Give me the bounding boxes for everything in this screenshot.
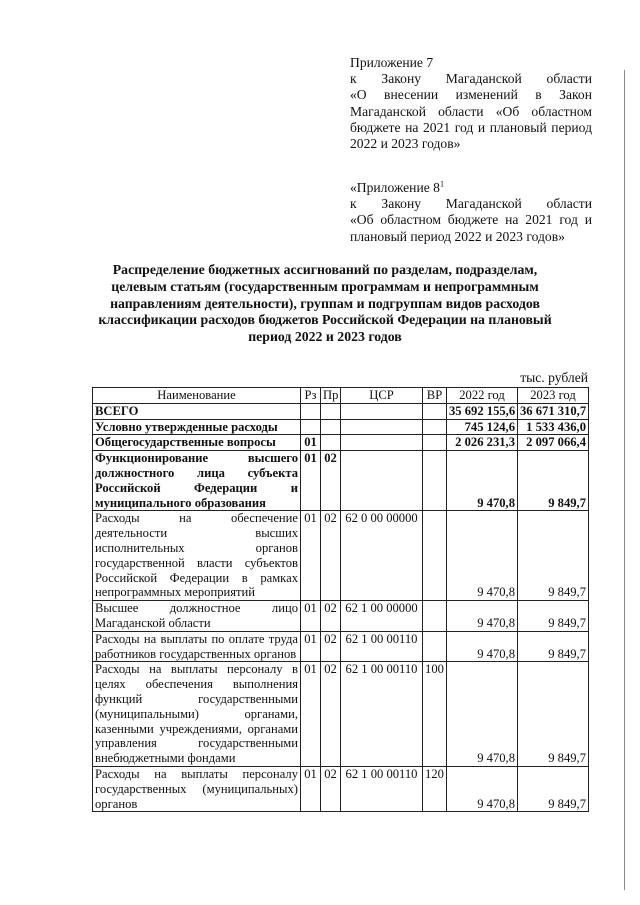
row-2022: 9 470,8 xyxy=(447,451,518,511)
row-2023: 36 671 310,7 xyxy=(518,403,589,419)
table-row xyxy=(93,419,589,435)
row-pr: 02 xyxy=(321,601,341,632)
row-csr: 62 0 00 00000 xyxy=(341,511,423,601)
table-row xyxy=(93,662,589,767)
row-name: Расходы на выплаты персоналу государственных (муниципальных) органов xyxy=(93,766,301,811)
document-title: Распределение бюджетных ассигнований по разделам, подразделам, целевым статьям (государственным программам и непрограммным направлениям деятельности), группам и подгруппам видов расходов классификации расходов бюджетов Российской Федерации на плановый период 2022 и 2023 годов xyxy=(98,262,552,345)
table-row xyxy=(93,631,589,662)
header-pr: Пр xyxy=(321,388,341,404)
row-2022: 9 470,8 xyxy=(447,631,518,662)
row-vr xyxy=(423,601,447,632)
row-2023: 9 849,7 xyxy=(518,451,589,511)
table-row xyxy=(93,451,589,511)
row-2023: 9 849,7 xyxy=(518,631,589,662)
row-rz: 01 xyxy=(301,451,321,511)
row-2022: 9 470,8 xyxy=(447,662,518,767)
annex-8-law-name: «Об областном бюджете на 2021 год и плановый период 2022 и 2023 годов» xyxy=(350,212,592,244)
table-row xyxy=(93,403,589,419)
annex-8-reference xyxy=(350,180,592,245)
table-row xyxy=(93,601,589,632)
annex-8-title: «Приложение $8^1$ xyxy=(350,179,444,195)
budget-table xyxy=(92,387,589,812)
row-vr xyxy=(423,403,447,419)
row-rz xyxy=(301,419,321,435)
row-2023: 2 097 066,4 xyxy=(518,435,589,451)
row-2023: 9 849,7 xyxy=(518,662,589,767)
row-pr: 02 xyxy=(321,662,341,767)
row-csr: 62 1 00 00000 xyxy=(341,601,423,632)
row-name: Расходы на обеспечение деятельности высших исполнительных органов государственной власти субъектов Российской Федерации в рамках непрограммных мероприятий xyxy=(93,511,301,601)
annex-7-law-name: «О внесении изменений в Закон Магаданской области «Об областном бюджете на 2021 год и плановый период 2022 и 2023 годов» xyxy=(350,87,592,152)
annex-8-superscript: 1 xyxy=(439,179,444,189)
row-vr xyxy=(423,435,447,451)
row-2023: 9 849,7 xyxy=(518,511,589,601)
row-csr xyxy=(341,403,423,419)
header-rz: Рз xyxy=(301,388,321,404)
row-name: Общегосударственные вопросы xyxy=(93,435,301,451)
row-pr: 02 xyxy=(321,766,341,811)
row-pr xyxy=(321,435,341,451)
row-name: Условно утвержденные расходы xyxy=(93,419,301,435)
row-pr xyxy=(321,419,341,435)
row-vr xyxy=(423,451,447,511)
header-name: Наименование xyxy=(93,388,301,404)
row-csr xyxy=(341,451,423,511)
row-pr: 02 xyxy=(321,451,341,511)
annex-7-title: Приложение 7 xyxy=(350,55,434,70)
row-csr: 62 1 00 00110 xyxy=(341,631,423,662)
annex-8-law-ref: к Закону Магаданской области xyxy=(350,196,592,212)
row-name: Расходы на выплаты персоналу в целях обеспечения выполнения функций государственными (муниципальными) органами, казенными учреждениями, органами управления государственными внебюджетными фондами xyxy=(93,662,301,767)
row-2022: 9 470,8 xyxy=(447,766,518,811)
annex-7-reference xyxy=(350,55,592,152)
row-csr: 62 1 00 00110 xyxy=(341,662,423,767)
table-header-row xyxy=(93,388,589,404)
row-name: Функционирование высшего должностного лица субъекта Российской Федерации и муниципального образования xyxy=(93,451,301,511)
row-vr: 100 xyxy=(423,662,447,767)
row-rz: 01 xyxy=(301,511,321,601)
row-csr xyxy=(341,419,423,435)
row-rz: 01 xyxy=(301,601,321,632)
row-2023: 1 533 436,0 xyxy=(518,419,589,435)
row-pr: 02 xyxy=(321,631,341,662)
row-vr xyxy=(423,511,447,601)
row-vr xyxy=(423,419,447,435)
row-rz: 01 xyxy=(301,662,321,767)
row-rz xyxy=(301,403,321,419)
units-label: тыс. рублей xyxy=(520,370,588,385)
table-row xyxy=(93,766,589,811)
row-name: Высшее должностное лицо Магаданской области xyxy=(93,601,301,632)
row-2022: 35 692 155,6 xyxy=(447,403,518,419)
row-rz: 01 xyxy=(301,435,321,451)
row-pr xyxy=(321,403,341,419)
row-csr: 62 1 00 00110 xyxy=(341,766,423,811)
annex-7-law-ref: к Закону Магаданской области xyxy=(350,71,592,87)
row-csr xyxy=(341,435,423,451)
row-2023: 9 849,7 xyxy=(518,601,589,632)
row-2023: 9 849,7 xyxy=(518,766,589,811)
row-name: ВСЕГО xyxy=(93,403,301,419)
row-rz: 01 xyxy=(301,766,321,811)
row-vr xyxy=(423,631,447,662)
row-name: Расходы на выплаты по оплате труда работников государственных органов xyxy=(93,631,301,662)
header-2023: 2023 год xyxy=(518,388,589,404)
scan-edge-line xyxy=(624,70,625,890)
row-2022: 9 470,8 xyxy=(447,601,518,632)
row-2022: 9 470,8 xyxy=(447,511,518,601)
header-2022: 2022 год xyxy=(447,388,518,404)
header-csr: ЦСР xyxy=(341,388,423,404)
row-2022: 2 026 231,3 xyxy=(447,435,518,451)
row-2022: 745 124,6 xyxy=(447,419,518,435)
row-vr: 120 xyxy=(423,766,447,811)
table-row xyxy=(93,511,589,601)
row-pr: 02 xyxy=(321,511,341,601)
row-rz: 01 xyxy=(301,631,321,662)
table-row xyxy=(93,435,589,451)
header-vr: ВР xyxy=(423,388,447,404)
